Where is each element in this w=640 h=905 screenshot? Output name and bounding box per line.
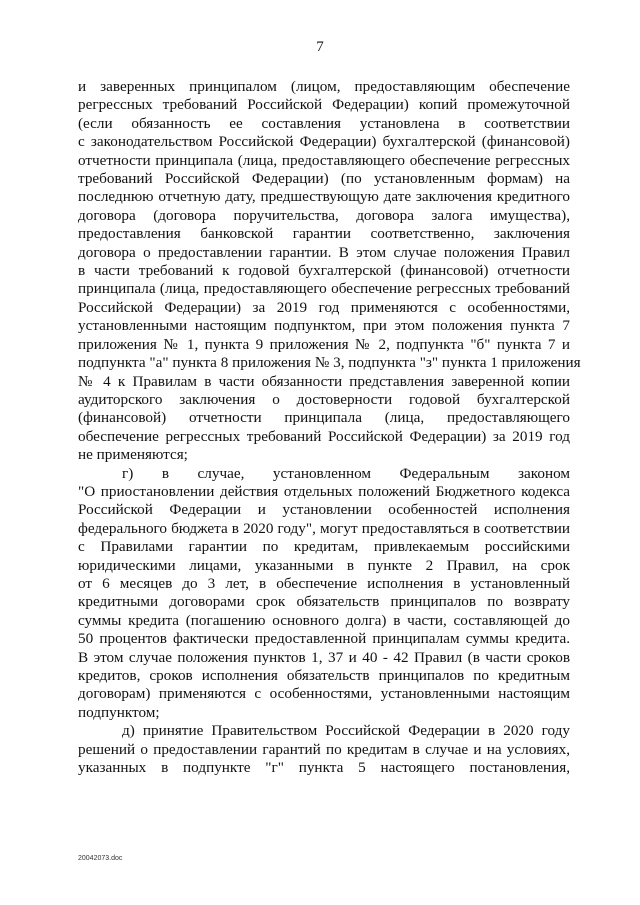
text-line: договора о предоставлении гарантии. В этом случае положения Правил xyxy=(78,243,570,261)
text-line: обеспечение регрессных требований Российской Федерации) за 2019 год xyxy=(78,427,570,445)
text-line: подпунктом; xyxy=(78,703,160,721)
paragraph-start-line: д) принятие Правительством Российской Федерации в 2020 году xyxy=(122,722,570,740)
text-line: суммы кредита (погашению основного долга) в части, составляющей до xyxy=(78,611,570,629)
text-line: № 4 к Правилам в части обязанности представления заверенной копии xyxy=(78,372,570,390)
text-line: кредитов, сроков исполнения обязательств принципалов по кредитным xyxy=(78,667,570,684)
text-line: регрессных требований Российской Федерации) копий промежуточной xyxy=(78,96,570,114)
text-line: договорам) применяются с особенностями, установленными настоящим xyxy=(78,685,570,703)
paragraph-start-line: г) в случае, установленном Федеральным законом xyxy=(122,464,570,482)
text-line: отчетности принципала (лица, предоставляющего обеспечение регрессных xyxy=(78,151,570,169)
text-line: в части требований к годовой бухгалтерской (финансовой) отчетности xyxy=(78,262,570,280)
text-line: с Правилами гарантии по кредитам, привлекаемым российскими xyxy=(78,538,570,556)
text-line: последнюю отчетную дату, предшествующую дате заключения кредитного xyxy=(78,188,570,206)
text-line: В этом случае положения пунктов 1, 37 и 40 - 42 Правил (в части сроков xyxy=(78,648,570,666)
text-line: Российской Федерации) за 2019 год применяются с особенностями, xyxy=(78,298,570,316)
text-line: подпункта "а" пункта 8 приложения № 3, подпункта "з" пункта 1 приложения xyxy=(78,354,581,372)
footer-file-code: 20042073.doc xyxy=(78,855,123,862)
text-line: 50 процентов фактически предоставленной принципалам суммы кредита. xyxy=(78,630,570,648)
text-line: договора (договора поручительства, договора залога имущества), xyxy=(78,206,570,224)
text-line: установленными настоящим подпунктом, при этом положения пункта 7 xyxy=(78,317,570,335)
text-line: (если обязанность ее составления установлена в соответствии xyxy=(78,114,570,132)
text-line: и заверенных принципалом (лицом, предоставляющим обеспечение xyxy=(78,78,570,95)
text-line: указанных в подпункте "г" пункта 5 настоящего постановления, xyxy=(78,759,570,777)
text-line: не применяются; xyxy=(78,446,188,464)
text-line: решений о предоставлении гарантий по кредитам в случае и на условиях, xyxy=(78,740,570,758)
text-line: предоставления банковской гарантии соответственно, заключения xyxy=(78,225,570,243)
text-line: аудиторского заключения о достоверности годовой бухгалтерской xyxy=(78,390,570,408)
text-line: кредитными договорами срок обязательств принципалов по возврату xyxy=(78,593,570,611)
text-line: Российской Федерации и установлении особенностей исполнения xyxy=(78,501,570,519)
text-line: принципала (лица, предоставляющего обеспечение регрессных требований xyxy=(78,280,570,298)
page-number: 7 xyxy=(316,39,324,55)
text-line: требований Российской Федерации) (по установленным формам) на xyxy=(78,170,570,188)
text-line: юридическими лицами, указанными в пункте 2 Правил, на срок xyxy=(78,556,570,574)
text-line: (финансовой) отчетности принципала (лица, предоставляющего xyxy=(78,409,570,427)
text-line: от 6 месяцев до 3 лет, в обеспечение исполнения в установленный xyxy=(78,574,570,592)
text-line: приложения № 1, пункта 9 приложения № 2, подпункта "б" пункта 7 и xyxy=(78,335,570,353)
text-line: "О приостановлении действия отдельных положений Бюджетного кодекса xyxy=(78,482,570,500)
text-line: с законодательством Российской Федерации) бухгалтерской (финансовой) xyxy=(78,133,570,151)
body-text xyxy=(78,78,581,777)
text-line: федерального бюджета в 2020 году", могут предоставляться в соответствии xyxy=(78,519,570,537)
